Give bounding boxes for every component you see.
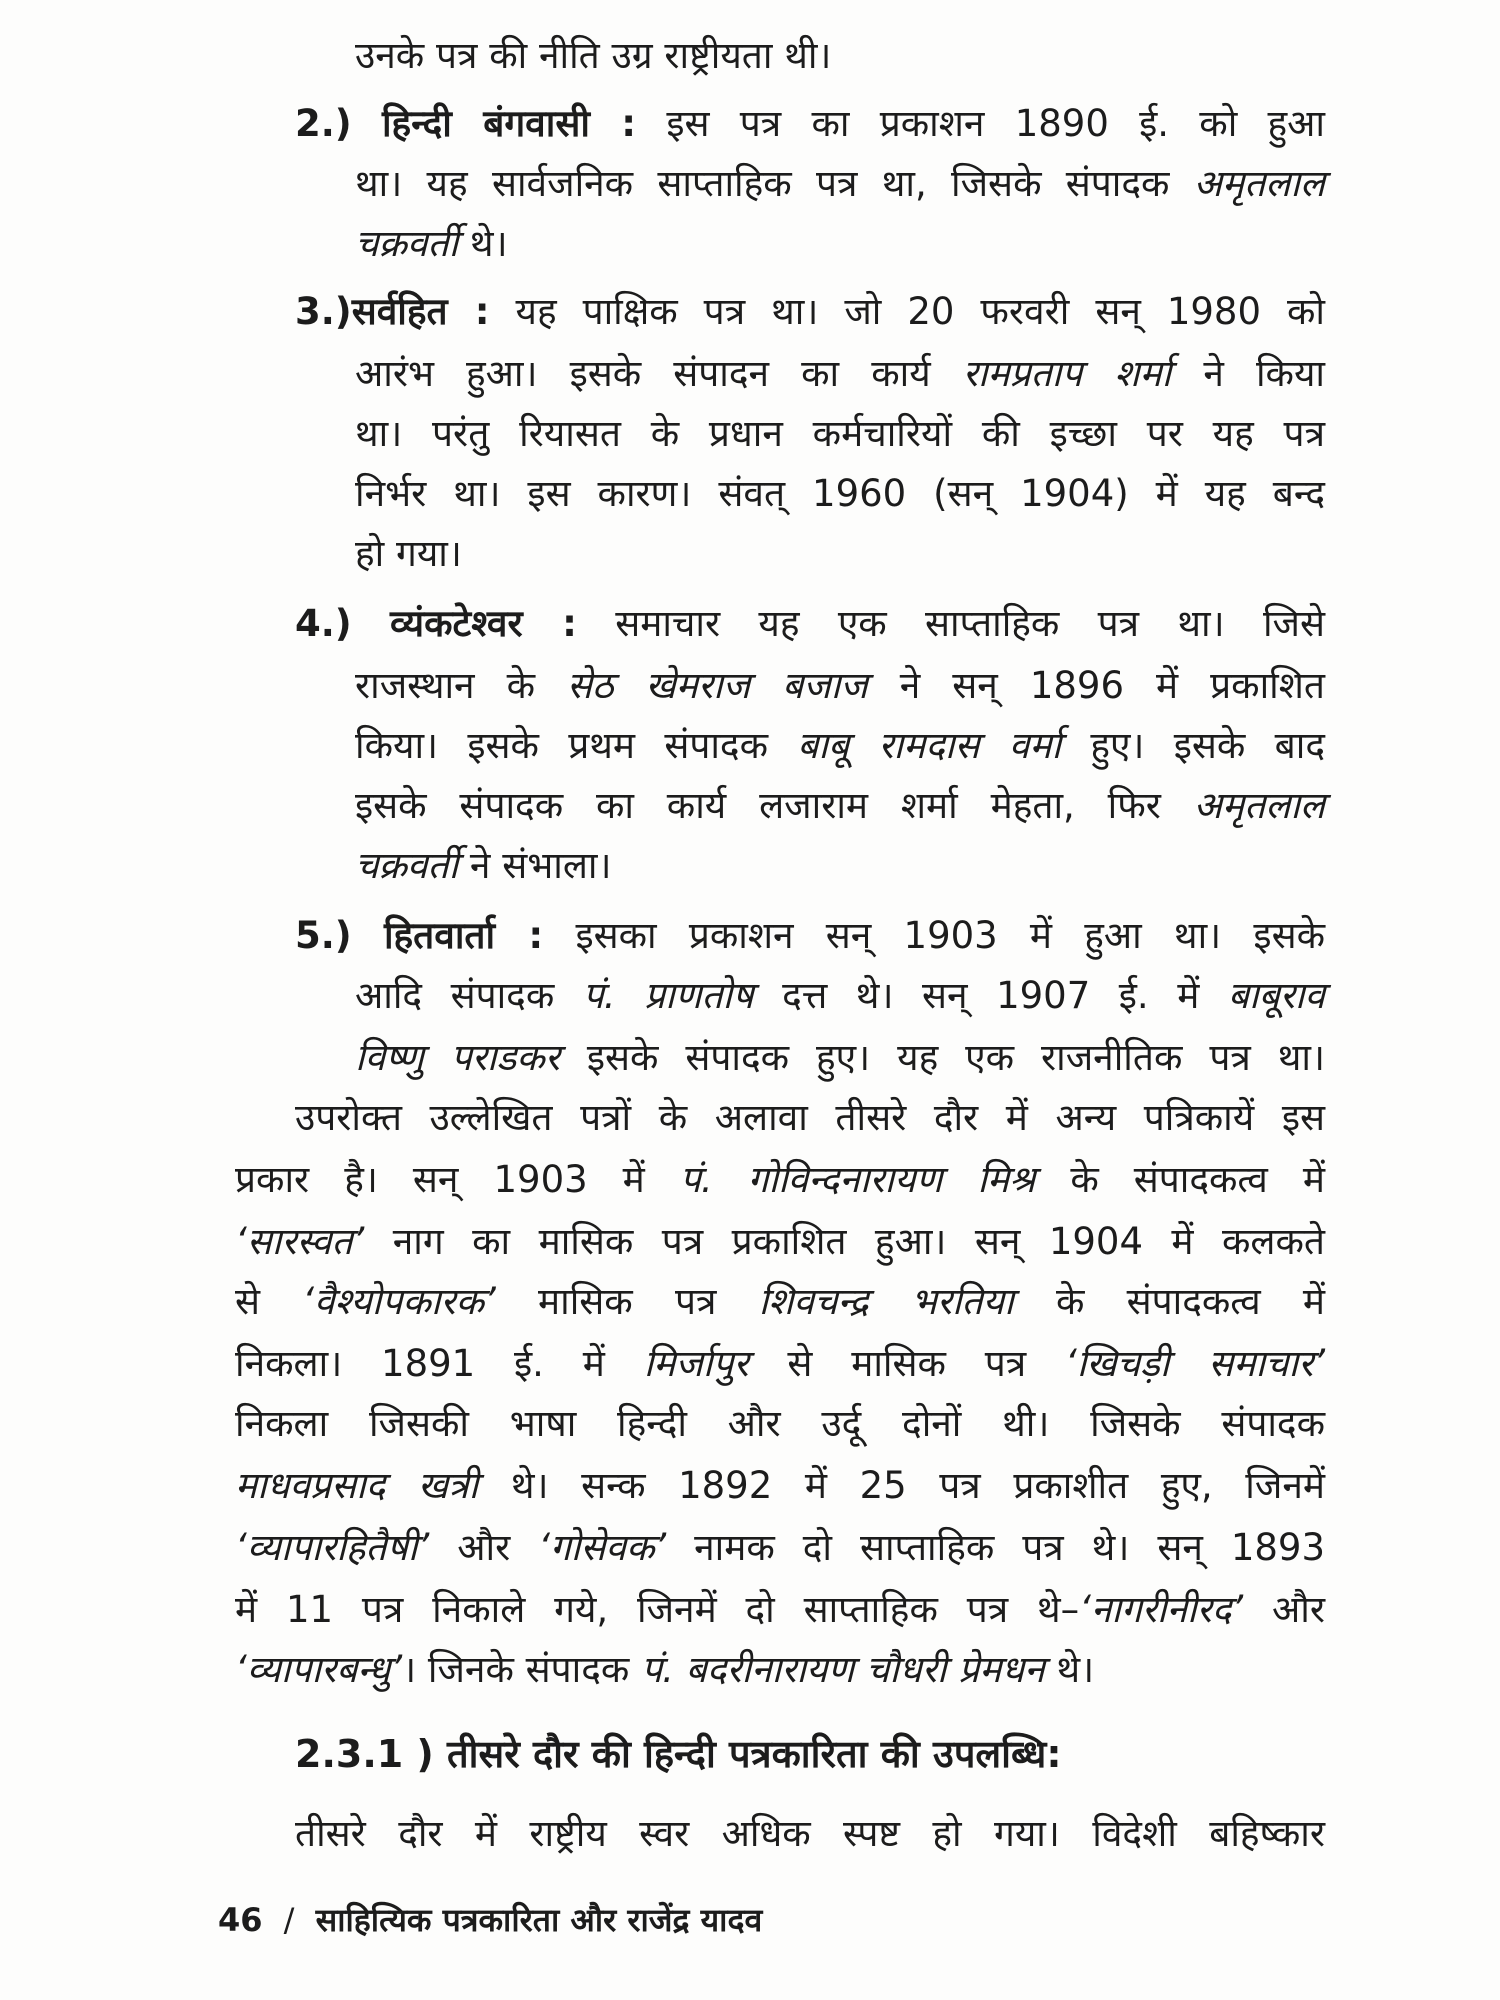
text-line: ‘व्यापारहितैषी’ और ‘गोसेवक’ नामक दो साप्ताहिक पत्र थे। सन् 1893: [235, 1526, 1325, 1569]
text-line: आदि संपादक पं. प्राणतोष दत्त थे। सन् 1907 ई. में बाबूराव: [355, 974, 1325, 1017]
item-number: 2.): [295, 102, 352, 145]
item-number: 5.): [295, 914, 352, 957]
item-number: 4.): [295, 602, 352, 645]
page-footer: [218, 1896, 1500, 1944]
list-item-5: 5.) हितवार्ता : इसका प्रकाशन सन् 1903 में हुआ था। इसके: [295, 914, 1325, 957]
list-item-2: 2.) हिन्दी बंगवासी : इस पत्र का प्रकाशन 1890 ई. को हुआ: [295, 102, 1325, 145]
text-line: चक्रवर्ती थे।: [355, 222, 508, 265]
text-line: इसके संपादक का कार्य लजाराम शर्मा मेहता, फिर अमृतलाल: [355, 784, 1325, 827]
text-line: से ‘वैश्योपकारक’ मासिक पत्र शिवचन्द्र भरतिया के संपादकत्व में: [235, 1280, 1326, 1323]
text-line: राजस्थान के सेठ खेमराज बजाज ने सन् 1896 में प्रकाशित: [355, 664, 1326, 707]
text-line: निर्भर था। इस कारण। संवत् 1960 (सन् 1904) में यह बन्द: [355, 472, 1325, 515]
paragraph-first-line: उपरोक्त उल्लेखित पत्रों के अलावा तीसरे दौर में अन्य पत्रिकायें इस: [295, 1096, 1325, 1139]
text-line: चक्रवर्ती ने संभाला।: [355, 844, 612, 887]
item-term: व्यंकटेश्वर :: [390, 602, 577, 645]
text-line: ‘व्यापारबन्धु’। जिनके संपादक पं. बदरीनारायण चौधरी प्रेमधन थे।: [235, 1648, 1095, 1691]
item-number: 3.): [295, 290, 352, 333]
text-line: आरंभ हुआ। इसके संपादन का कार्य रामप्रताप शर्मा ने किया: [355, 352, 1325, 395]
book-title: साहित्यिक पत्रकारिता और राजेंद्र यादव: [315, 1901, 763, 1939]
item-term: सर्वहित :: [351, 290, 490, 333]
text-line: था। परंतु रियासत के प्रधान कर्मचारियों की इच्छा पर यह पत्र: [355, 412, 1325, 455]
text-line: निकला जिसकी भाषा हिन्दी और उर्दू दोनों थी। जिसके संपादक: [235, 1402, 1325, 1445]
text-line: विष्णु पराडकर इसके संपादक हुए। यह एक राजनीतिक पत्र था।: [355, 1036, 1325, 1079]
page-number: 46: [218, 1901, 263, 1939]
list-item-4: 4.) व्यंकटेश्वर : समाचार यह एक साप्ताहिक पत्र था। जिसे: [295, 602, 1325, 645]
text-line: निकला। 1891 ई. में मिर्जापुर से मासिक पत्र ‘खिचड़ी समाचार’: [235, 1342, 1325, 1385]
text-line: हो गया।: [355, 532, 462, 575]
text-line: माधवप्रसाद खत्री थे। सन्क 1892 में 25 पत्र प्रकाशीत हुए, जिनमें: [235, 1464, 1325, 1507]
section-heading: 2.3.1 ) तीसरे दौर की हिन्दी पत्रकारिता की उपलब्धि:: [295, 1732, 1062, 1776]
text-line: तीसरे दौर में राष्ट्रीय स्वर अधिक स्पष्ट हो गया। विदेशी बहिष्कार: [295, 1812, 1325, 1855]
text-line: ‘सारस्वत’ नाग का मासिक पत्र प्रकाशित हुआ। सन् 1904 में कलकते: [235, 1220, 1325, 1263]
text-line: में 11 पत्र निकाले गये, जिनमें दो साप्ताहिक पत्र थे–‘नागरीनीरद’ और: [235, 1588, 1325, 1631]
text-line: प्रकार है। सन् 1903 में पं. गोविन्दनारायण मिश्र के संपादकत्व में: [235, 1158, 1325, 1201]
text-line: था। यह सार्वजनिक साप्ताहिक पत्र था, जिसके संपादक अमृतलाल: [355, 162, 1325, 205]
text-line: किया। इसके प्रथम संपादक बाबू रामदास वर्मा हुए। इसके बाद: [355, 724, 1325, 767]
text-line: उनके पत्र की नीति उग्र राष्ट्रीयता थी।: [355, 34, 832, 77]
list-item-3: 3.)सर्वहित : यह पाक्षिक पत्र था। जो 20 फरवरी सन् 1980 को: [295, 290, 1325, 333]
item-term: हितवार्ता :: [383, 914, 544, 957]
item-term: हिन्दी बंगवासी :: [381, 102, 637, 145]
footer-separator: /: [283, 1901, 295, 1939]
